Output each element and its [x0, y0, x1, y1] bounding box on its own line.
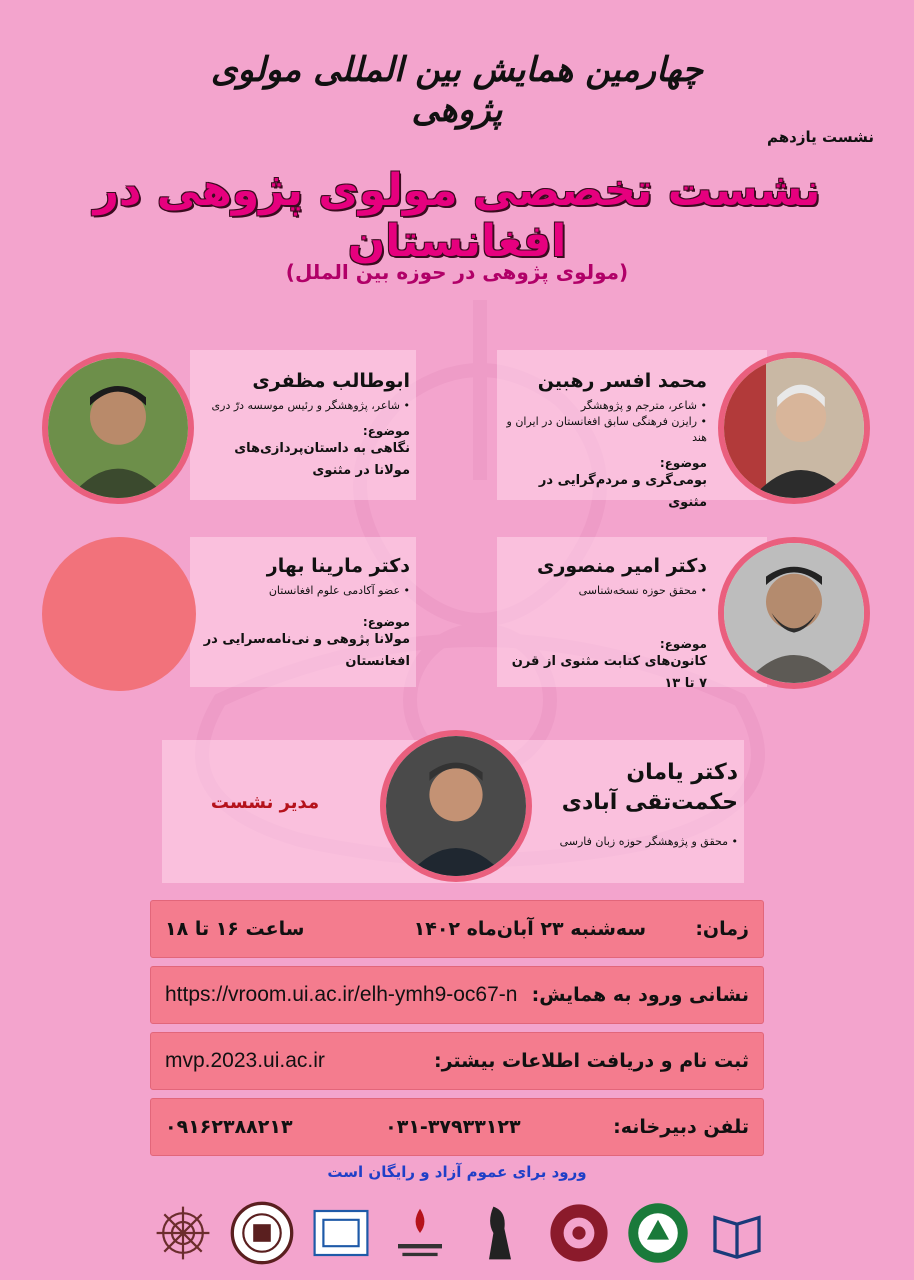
topic-label: موضوع:	[659, 456, 707, 470]
subtitle: (مولوی پژوهی در حوزه بین الملل)	[285, 260, 629, 284]
logo-academy-icon	[308, 1200, 374, 1266]
speaker-photo-placeholder	[42, 537, 196, 691]
logo-book-icon	[704, 1200, 770, 1266]
speaker-topic: مولانا پژوهی و نی‌نامه‌سرایی در افغانستان	[203, 632, 410, 669]
register-value[interactable]: mvp.2023.ui.ac.ir	[165, 1049, 325, 1072]
event-title: چهارمین همایش بین المللی مولوی پژوهی	[210, 50, 704, 130]
time-bar	[150, 900, 764, 958]
time-date: سه‌شنبه ۲۳ آبان‌ماه ۱۴۰۲	[413, 918, 647, 940]
register-label: ثبت نام و دریافت اطلاعات بیشتر:	[433, 1050, 749, 1072]
speaker-role: • رایزن فرهنگی سابق افغانستان در ایران و هند	[506, 415, 707, 444]
speaker-name: ابوطالب مظفری	[252, 370, 410, 392]
moderator-info	[540, 758, 738, 850]
time-hours: ساعت ۱۶ تا ۱۸	[165, 918, 305, 940]
phone-mobile: ۰۹۱۶۲۳۸۸۲۱۳	[165, 1116, 293, 1138]
speaker-role: • شاعر، مترجم و پژوهشگر	[580, 399, 707, 412]
logo-figure-icon	[467, 1200, 533, 1266]
moderator-label: مدیر نشست	[210, 792, 320, 813]
topic-label: موضوع:	[659, 637, 707, 651]
link-bar	[150, 966, 764, 1024]
phone-landline: ۰۳۱-۳۷۹۳۳۱۲۳	[385, 1116, 521, 1138]
link-label: نشانی ورود به همایش:	[531, 984, 749, 1006]
speaker-info-mansouri	[505, 555, 707, 695]
moderator-photo	[380, 730, 532, 882]
portrait-icon	[724, 358, 864, 498]
time-label: زمان:	[695, 918, 749, 940]
speaker-info-mozaffari	[200, 370, 410, 482]
topic-label: موضوع:	[362, 615, 410, 629]
logo-green-emblem-icon	[625, 1200, 691, 1266]
register-bar	[150, 1032, 764, 1090]
speaker-info-bahar	[200, 555, 410, 673]
speaker-topic: نگاهی به داستان‌پردازی‌های مولانا در مثنوی	[234, 441, 410, 478]
session-number: نشست یازدهم	[766, 128, 874, 146]
topic-label: موضوع:	[362, 424, 410, 438]
portrait-icon	[48, 358, 188, 498]
phone-label: تلفن دبیرخانه:	[613, 1116, 749, 1138]
logo-university-seal-icon	[229, 1200, 295, 1266]
speaker-photo-mozaffari	[42, 352, 194, 504]
speaker-topic: بومی‌گری و مردم‌گرایی در مثنوی	[538, 473, 707, 510]
speaker-role: • عضو آکادمی علوم افغانستان	[268, 584, 410, 597]
moderator-role: • محقق و پژوهشگر حوزه زبان فارسی	[559, 835, 738, 848]
free-entry-note: ورود برای عموم آزاد و رایگان است	[327, 1163, 587, 1181]
speaker-topic: کانون‌های کتابت مثنوی از قرن ۷ تا ۱۳	[511, 654, 707, 691]
logo-sunburst-icon	[546, 1200, 612, 1266]
speaker-name: محمد افسر رهبین	[537, 370, 707, 392]
moderator-name-line2: حکمت‌تقی آبادی	[561, 790, 738, 815]
speaker-info-rahbin	[505, 370, 707, 514]
portrait-icon	[724, 543, 864, 683]
link-value[interactable]: https://vroom.ui.ac.ir/elh-ymh9-oc67-n	[165, 983, 518, 1006]
speaker-role: • محقق حوزه نسخه‌شناسی	[578, 584, 707, 597]
speaker-name: دکتر مارینا بهار	[266, 555, 410, 577]
speaker-photo-mansouri	[718, 537, 870, 689]
main-title: نشست تخصصی مولوی پژوهی در افغانستان	[93, 165, 821, 267]
speaker-name: دکتر امیر منصوری	[537, 555, 707, 577]
sponsor-logos	[150, 1195, 770, 1270]
logo-ministry-icon	[387, 1200, 453, 1266]
phone-bar	[150, 1098, 764, 1156]
speaker-role: • شاعر، پژوهشگر و رئیس موسسه درّ دری	[211, 399, 410, 412]
logo-rosette-icon	[150, 1200, 216, 1266]
moderator-name-line1: دکتر یامان	[626, 760, 738, 785]
portrait-icon	[386, 736, 526, 876]
speaker-photo-rahbin	[718, 352, 870, 504]
